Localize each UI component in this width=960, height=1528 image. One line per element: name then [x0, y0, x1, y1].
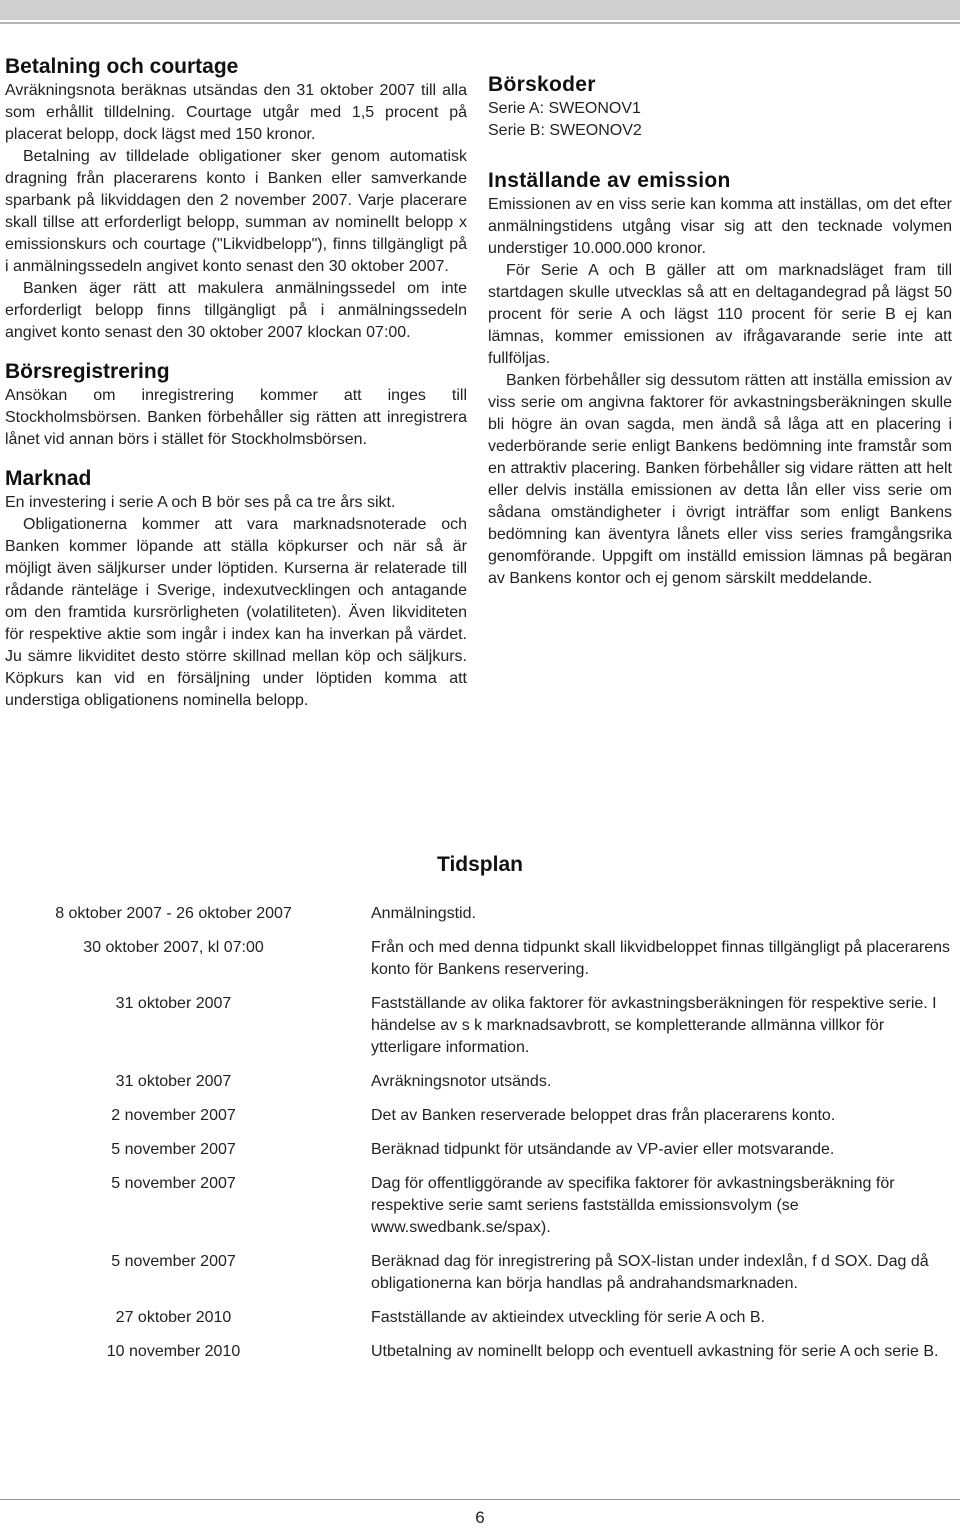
schedule-description: Dag för offentliggörande av specifika faktorer för avkastningsberäkning för respektive serie samt seriens fastställda emissionsvolym (se www.swedbank.se/spax). [371, 1175, 895, 1236]
paragraph: Avräkningsnota beräknas utsändas den 31 oktober 2007 till alla som erhållit tilldelning. Courtage utgår med 1,5 procent på placerat belopp, dock lägst med 150 kronor. [5, 82, 467, 143]
schedule-date: 31 oktober 2007 [115, 1073, 232, 1090]
section-installande [488, 168, 952, 590]
paragraph: För Serie A och B gäller att om marknadsläget fram till startdagen skulle utvecklas så att en deltagandegrad på lägst 50 procent för serie A och lägst 110 procent för serie B ej kan lämnas, kommer emissionen av ifrågavarande serie inte att fullföljas. [488, 262, 952, 367]
header-rule [0, 22, 960, 24]
schedule-date: 8 oktober 2007 - 26 oktober 2007 [55, 905, 292, 922]
paragraph: En investering i serie A och B bör ses på ca tre års sikt. [5, 494, 396, 511]
footer-rule [0, 1499, 960, 1500]
schedule-date: 30 oktober 2007, kl 07:00 [83, 939, 264, 956]
schedule-date: 5 november 2007 [111, 1253, 236, 1270]
schedule-description: Beräknad tidpunkt för utsändande av VP-avier eller motsvarande. [371, 1141, 835, 1158]
paragraph: Obligationerna kommer att vara marknadsnoterade och Banken kommer löpande att ställa köpkurser och när så är möjligt även säljkurser under löptiden. Kurserna är relaterade till rådande ränteläge i Sverige, indexutvecklingen och antagande om den framtida kursrörligheten (volatiliteten). Även likviditeten för respektive aktie som ingår i index kan ha inverkan på värdet. Ju sämre likviditet desto större skillnad mellan köp och säljkurs. Köpkurs kan vid en försäljning under löptiden komma att understiga obligationens nominella belopp. [5, 516, 467, 709]
paragraph: Banken förbehåller sig dessutom rätten att inställa emission av viss serie om angivna faktorer för avkastningsberäkningen skulle bli högre än ovan sagda, men ändå så låga att en placering i vederbörande serie enligt Bankens bedömning inte framstår som en attraktiv placering. Banken förbehåller sig vidare rätten att helt eller delvis inställa emissionen av detta lån eller viss serie om sådana omständigheter i övrigt inträffar som enligt Bankens bedömning kan äventyra lånets eller viss series framgångsrika genomförande. Uppgift om inställd emission lämnas på begäran av Bankens kontor och ej genom särskilt meddelande. [488, 372, 952, 587]
right-column [488, 72, 952, 616]
code-line: Serie B: SWEONOV2 [488, 122, 642, 139]
left-column [5, 54, 467, 727]
section-borsregistrering [5, 359, 467, 451]
schedule-row [0, 903, 960, 925]
schedule-row [0, 1105, 960, 1127]
schedule-row [0, 1139, 960, 1161]
schedule-row [0, 993, 960, 1059]
section-title: Marknad [5, 467, 92, 490]
paragraph: Betalning av tilldelade obligationer sker genom automatisk dragning från placerarens konto i Banken eller samverkande sparbank på likviddagen den 2 november 2007. Varje placerare skall tillse att erforderligt belopp, summan av nominellt belopp x emissionskurs och courtage ("Likvidbelopp"), finns tillgängligt på i anmälningssedeln angivet konto senast den 30 oktober 2007. [5, 148, 467, 275]
schedule-description: Utbetalning av nominellt belopp och eventuell avkastning för serie A och serie B. [371, 1343, 939, 1360]
schedule-date: 10 november 2010 [106, 1343, 241, 1360]
schedule-row [0, 1341, 960, 1363]
paragraph: Banken äger rätt att makulera anmälningssedel om inte erforderligt belopp finns tillgängligt på i anmälningssedeln angivet konto senast den 30 oktober 2007 klockan 07:00. [5, 280, 467, 341]
paragraph: Emissionen av en viss serie kan komma att inställas, om det efter anmälningstidens utgång visar sig att den tecknade volymen understiger 10.000.000 kronor. [488, 196, 952, 257]
paragraph: Ansökan om inregistrering kommer att inges till Stockholmsbörsen. Banken förbehåller sig rätten att inregistrera lånet vid annan börs i stället för Stockholmsbörsen. [5, 387, 467, 448]
schedule-description: Det av Banken reserverade beloppet dras från placerarens konto. [371, 1107, 836, 1124]
schedule-row [0, 1307, 960, 1329]
schedule-title: Tidsplan [437, 853, 523, 876]
section-marknad [5, 466, 467, 712]
schedule-row [0, 1173, 960, 1239]
schedule-date: 27 oktober 2010 [115, 1309, 232, 1326]
schedule-description: Fastställande av olika faktorer för avkastningsberäkningen för respektive serie. I händelse av s k marknadsavbrott, se kompletterande allmänna villkor för ytterligare information. [371, 995, 937, 1056]
schedule-table [0, 903, 960, 1363]
section-title: Börskoder [488, 73, 596, 96]
schedule-description: Anmälningstid. [371, 905, 476, 922]
schedule-date: 31 oktober 2007 [115, 995, 232, 1012]
code-line: Serie A: SWEONOV1 [488, 100, 641, 117]
page-number: 6 [475, 1508, 485, 1527]
section-title: Inställande av emission [488, 169, 731, 192]
schedule-row [0, 1251, 960, 1295]
schedule-description: Beräknad dag för inregistrering på SOX-listan under indexlån, f d SOX. Dag då obligationerna kan börja handlas på andrahandsmarknaden. [371, 1253, 929, 1292]
section-title: Betalning och courtage [5, 55, 239, 78]
schedule-description: Från och med denna tidpunkt skall likvidbeloppet finnas tillgängligt på placerarens konto för Bankens reservering. [371, 939, 951, 978]
schedule-description: Fastställande av aktieindex utveckling för serie A och B. [371, 1309, 765, 1326]
schedule-date: 2 november 2007 [111, 1107, 236, 1124]
header-bar [0, 0, 960, 20]
schedule-row [0, 937, 960, 981]
schedule-date: 5 november 2007 [111, 1175, 236, 1192]
schedule-date: 5 november 2007 [111, 1141, 236, 1158]
section-borskoder [488, 72, 952, 142]
schedule-description: Avräkningsnotor utsänds. [371, 1073, 552, 1090]
schedule-row [0, 1071, 960, 1093]
section-betalning [5, 54, 467, 344]
section-title: Börsregistrering [5, 360, 170, 383]
